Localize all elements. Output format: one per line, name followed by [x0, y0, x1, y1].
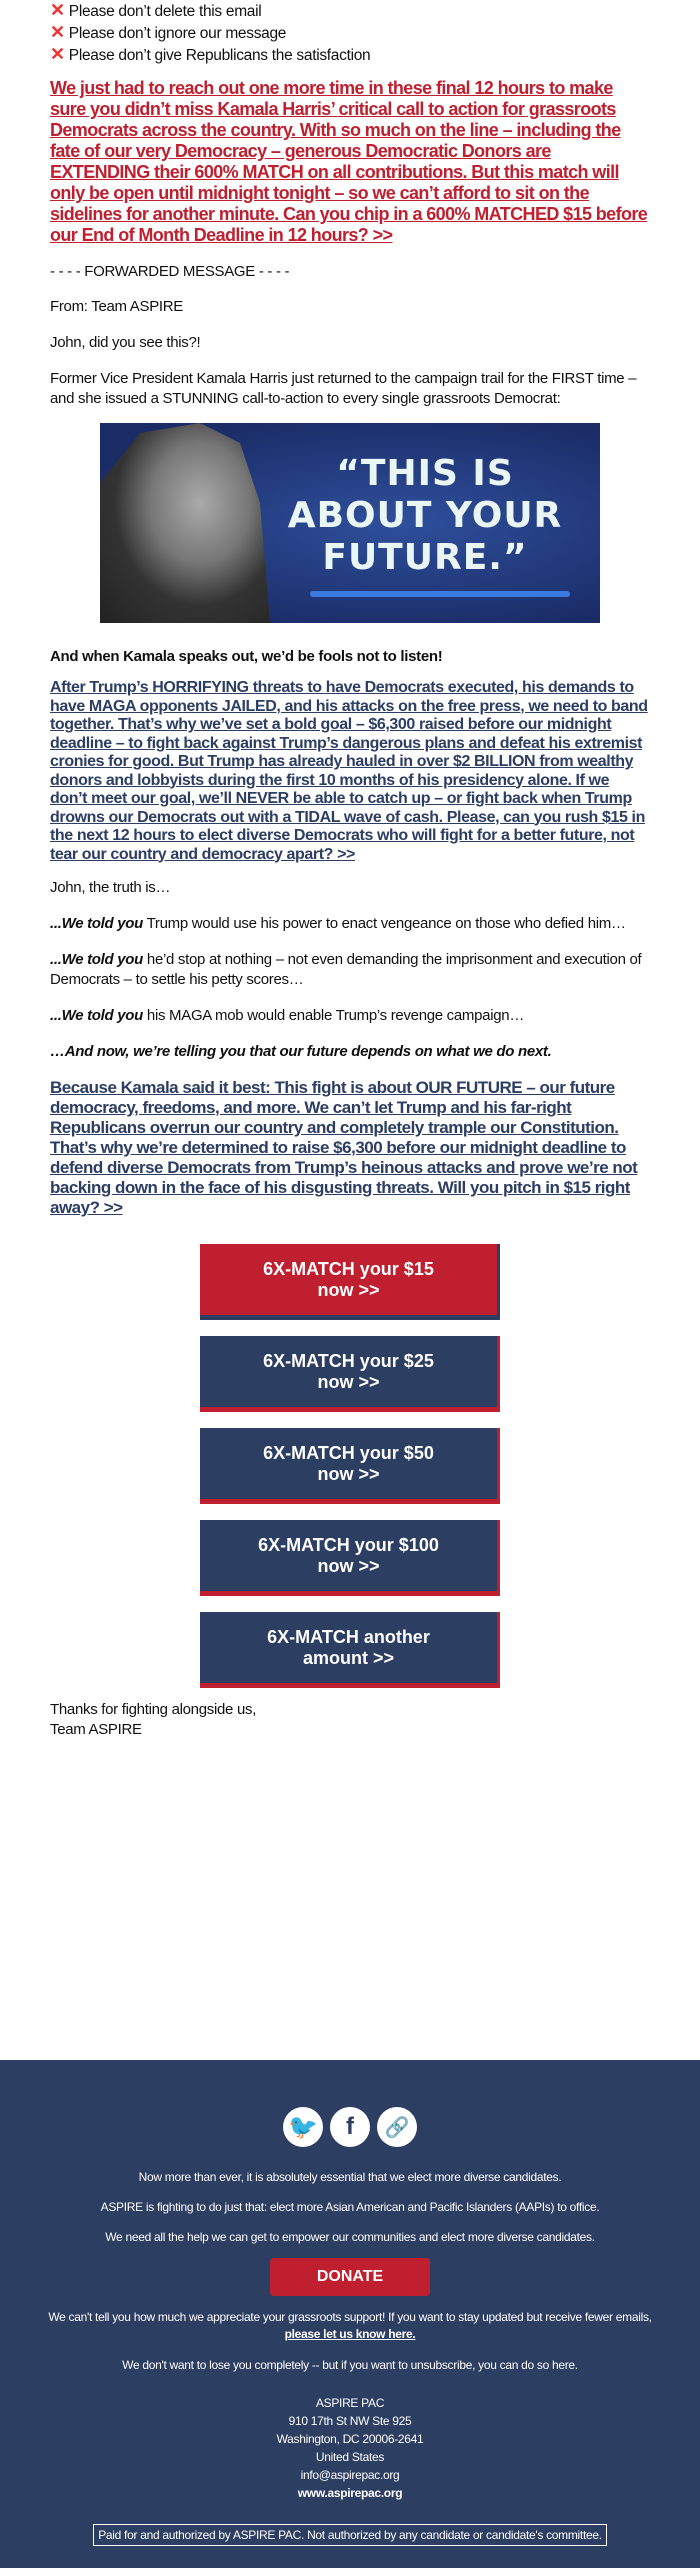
address-line: 910 17th St NW Ste 925 — [288, 2414, 412, 2428]
email-body — [50, 0, 650, 1740]
twitter-icon[interactable]: 🐦 — [283, 2107, 323, 2147]
disclaimer: Paid for and authorized by ASPIRE PAC. Not authorized by any candidate or candidate's committee. — [93, 2524, 607, 2546]
website-link[interactable]: www.aspirepac.org — [297, 2486, 403, 2500]
fewer-emails-link[interactable]: please let us know here. — [284, 2327, 416, 2341]
hero-line: FUTURE.” — [322, 537, 528, 578]
footer-text: ASPIRE is fighting to do just that: elect more Asian American and Pacific Islanders (AAPIs) to office. — [100, 2200, 600, 2214]
donate-100-button[interactable] — [200, 1520, 500, 1596]
donate-other-button[interactable] — [200, 1612, 500, 1688]
button-label: 6X-MATCH another — [267, 1626, 430, 1647]
text: his MAGA mob would enable Trump’s revenge campaign… — [143, 1007, 525, 1024]
hero-quote — [260, 453, 590, 579]
donate-50-button[interactable] — [200, 1428, 500, 1504]
link-icon[interactable]: 🔗 — [377, 2107, 417, 2147]
paragraph — [50, 914, 650, 934]
intro-donate-link[interactable]: We just had to reach out one more time in these final 12 hours to make sure you didn’t miss Kamala Harris’ critical call to action for grassroots Democrats across the country. With so much on the line – including the fate of our very Democracy – generous Democratic Donors are EXTENDING their 600% MATCH on all contributions. But this match will only be open until midnight tonight – so we can’t afford to sit on the sidelines for another minute. Can you chip in a 600% MATCHED $15 before our End of Month Deadline in 12 hours? >> — [50, 78, 648, 245]
signoff-line: Team ASPIRE — [50, 1721, 142, 1738]
emphasis: ...We told you — [50, 1007, 144, 1024]
address-line: Washington, DC 20006-2641 — [276, 2432, 424, 2446]
unsubscribe-text[interactable]: We don't want to lose you completely -- but if you want to unsubscribe, you can do so here. — [122, 2358, 578, 2372]
donate-15-button[interactable] — [200, 1244, 500, 1320]
checklist-text: Please don’t ignore our message — [68, 25, 287, 42]
checklist-text: Please don’t give Republicans the satisfaction — [68, 47, 371, 64]
from-line: From: Team ASPIRE — [50, 298, 183, 315]
signoff — [50, 1700, 650, 1740]
footer-text: Now more than ever, it is absolutely essential that we elect more diverse candidates. — [138, 2170, 562, 2184]
bold-line: And when Kamala speaks out, we’d be fools not to listen! — [50, 648, 443, 665]
footer-text: We need all the help we can get to empower our communities and elect more diverse candidates. — [105, 2230, 595, 2244]
address-line: United States — [315, 2450, 385, 2464]
emphasis: ...We told you — [50, 915, 144, 932]
underline-stroke — [310, 591, 570, 597]
social-icons — [283, 2107, 417, 2147]
paragraph: John, the truth is… — [50, 879, 171, 896]
button-label: 6X-MATCH your $100 — [258, 1534, 439, 1555]
paragraph — [50, 1006, 650, 1026]
text: Trump would use his power to enact vengeance on those who defied him… — [143, 915, 626, 932]
address-line: ASPIRE PAC — [315, 2396, 385, 2410]
donate-button[interactable]: DONATE — [270, 2258, 430, 2296]
signoff-line: Thanks for fighting alongside us, — [50, 1701, 257, 1718]
button-label: 6X-MATCH your $25 — [263, 1350, 434, 1371]
emphasis: ...We told you — [50, 951, 144, 968]
button-label: now >> — [317, 1279, 380, 1300]
paragraph — [50, 950, 650, 990]
checklist-item — [50, 44, 650, 66]
hero-image[interactable] — [100, 423, 600, 623]
donate-buttons — [200, 1244, 650, 1688]
paragraph: …And now, we’re telling you that our future depends on what we do next. — [50, 1043, 552, 1060]
checklist-item — [50, 22, 650, 44]
button-label: now >> — [317, 1371, 380, 1392]
donate-link[interactable]: After Trump’s HORRIFYING threats to have Democrats executed, his demands to have MAGA opponents JAILED, and his attacks on the free press, we need to band together. That’s why we’ve set a bold goal – $6,300 raised before our midnight deadline – to fight back against Trump’s dangerous plans and defeat his extremist cronies for good. But Trump has already hauled in over $2 BILLION from wealthy donors and lobbyists during the first 10 months of his presidency alone. If we don’t meet our goal, we’ll NEVER be able to catch up – or fight back when Trump drowns our Democrats out with a TIDAL wave of cash. Please, can you rush $15 in the next 12 hours to elect diverse Democrats who will fight for a better future, not tear our country and democracy apart? >> — [50, 679, 648, 863]
email-link[interactable]: info@aspirepac.org — [300, 2468, 400, 2482]
x-mark-icon: ✕ — [50, 0, 65, 20]
hero-line: “THIS IS — [336, 453, 514, 494]
button-label: now >> — [317, 1463, 380, 1484]
button-label: now >> — [317, 1555, 380, 1576]
button-label: 6X-MATCH your $15 — [263, 1258, 434, 1279]
button-label: amount >> — [302, 1647, 394, 1668]
text: he’d stop at nothing – not even demanding the imprisonment and execution of Democrats – to settle his petty scores… — [50, 951, 642, 988]
checklist-text: Please don’t delete this email — [68, 3, 262, 20]
forwarded-header: - - - - FORWARDED MESSAGE - - - - — [50, 263, 290, 280]
footer-text: We can't tell you how much we appreciate your grassroots support! If you want to stay updated but receive fewer emails, — [48, 2310, 652, 2324]
footer — [0, 2060, 700, 2568]
x-mark-icon: ✕ — [50, 44, 65, 64]
checklist-item — [50, 0, 650, 22]
donate-25-button[interactable] — [200, 1336, 500, 1412]
button-label: 6X-MATCH your $50 — [263, 1442, 434, 1463]
paragraph: Former Vice President Kamala Harris just returned to the campaign trail for the FIRST time – and she issued a STUNNING call-to-action to every single grassroots Democrat: — [50, 370, 637, 407]
facebook-icon[interactable]: f — [330, 2107, 370, 2147]
x-mark-icon: ✕ — [50, 22, 65, 42]
donate-link[interactable]: Because Kamala said it best: This fight is about OUR FUTURE – our future democracy, freedoms, and more. We can’t let Trump and his far-right Republicans overrun our country and completely trample our Constitution. That’s why we’re determined to raise $6,300 before our midnight deadline to defend diverse Democrats from Trump’s heinous attacks and prove we’re not backing down in the face of his disgusting threats. Will you pitch in $15 right away? >> — [50, 1078, 638, 1217]
address-block — [0, 2394, 700, 2502]
greeting: John, did you see this?! — [50, 334, 201, 351]
hero-line: ABOUT YOUR — [287, 495, 563, 536]
